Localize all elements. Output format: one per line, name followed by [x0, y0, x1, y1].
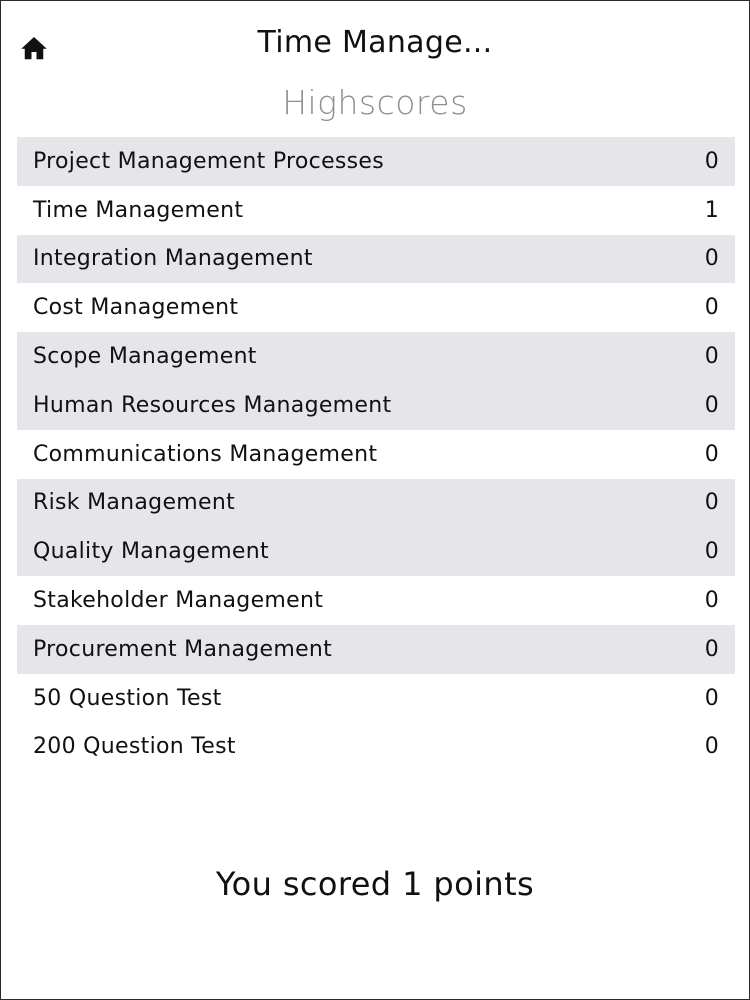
highscore-category: Human Resources Management [33, 392, 392, 418]
highscore-row[interactable] [17, 186, 735, 235]
highscore-category: Risk Management [33, 490, 236, 516]
highscore-row[interactable] [17, 381, 735, 430]
highscore-value: 0 [704, 148, 719, 174]
page-title: Time Manage... [257, 25, 493, 60]
highscore-value: 0 [704, 490, 719, 516]
highscore-value: 0 [704, 246, 719, 272]
highscore-value: 0 [704, 392, 719, 418]
highscore-category: Integration Management [33, 246, 313, 272]
highscore-row[interactable] [17, 137, 735, 186]
highscore-row[interactable] [17, 235, 735, 284]
highscore-value: 0 [704, 344, 719, 370]
highscore-value: 0 [704, 441, 719, 467]
highscore-category: 50 Question Test [33, 685, 222, 711]
highscore-category: Time Management [33, 197, 244, 223]
highscore-category: Quality Management [33, 539, 269, 565]
highscores-heading: Highscores [282, 83, 468, 122]
highscore-value: 0 [704, 539, 719, 565]
highscore-category: Procurement Management [33, 636, 333, 662]
highscore-category: Communications Management [33, 441, 378, 467]
highscore-row[interactable] [17, 430, 735, 479]
highscore-value: 0 [704, 588, 719, 614]
highscore-row[interactable] [17, 283, 735, 332]
highscore-list [17, 137, 735, 771]
highscore-value: 0 [704, 636, 719, 662]
highscore-row[interactable] [17, 723, 735, 772]
highscore-category: 200 Question Test [33, 734, 236, 760]
highscore-value: 1 [704, 197, 719, 223]
highscore-category: Cost Management [33, 295, 239, 321]
highscore-row[interactable] [17, 527, 735, 576]
highscore-row[interactable] [17, 674, 735, 723]
highscore-value: 0 [704, 685, 719, 711]
highscore-category: Scope Management [33, 344, 257, 370]
highscore-value: 0 [704, 734, 719, 760]
highscore-category: Project Management Processes [33, 148, 385, 174]
highscore-row[interactable] [17, 576, 735, 625]
highscore-category: Stakeholder Management [33, 588, 324, 614]
highscore-row[interactable] [17, 625, 735, 674]
highscore-row[interactable] [17, 479, 735, 528]
score-result: You scored 1 points [215, 865, 535, 903]
highscore-row[interactable] [17, 332, 735, 381]
highscore-value: 0 [704, 295, 719, 321]
